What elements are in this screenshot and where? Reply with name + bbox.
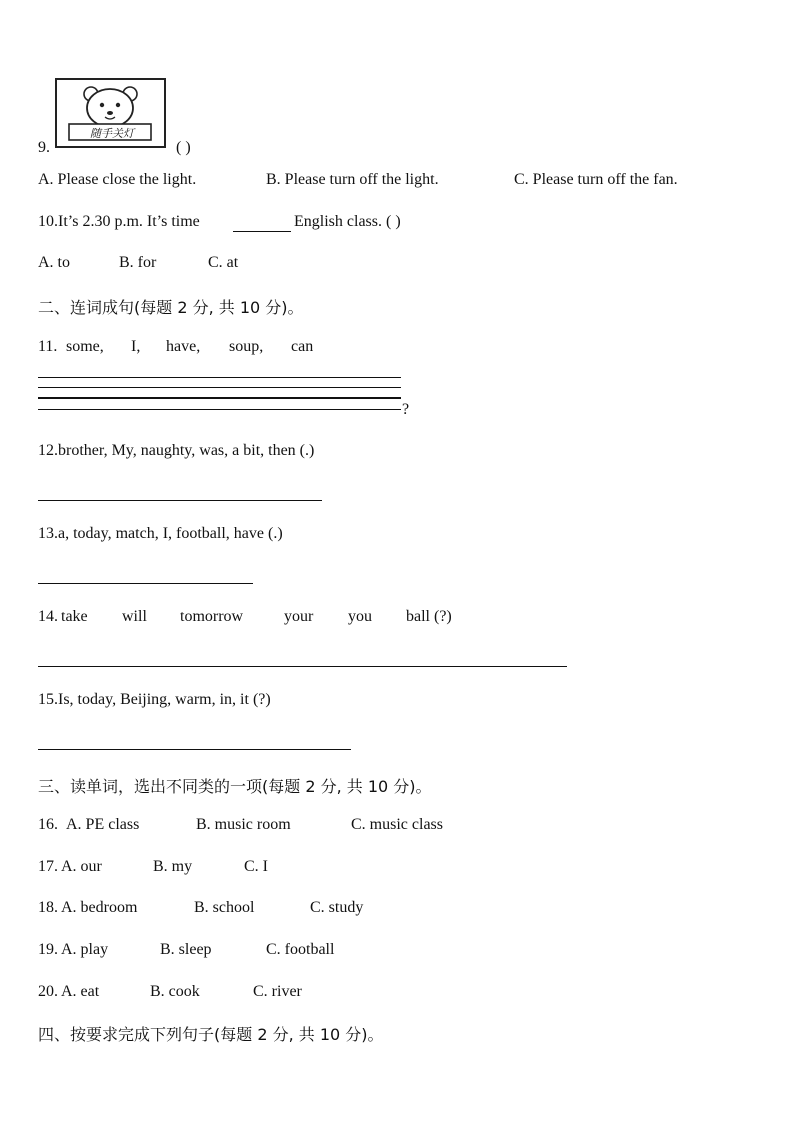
question-15-answer-line bbox=[38, 749, 351, 750]
question-11-word: can bbox=[291, 338, 314, 355]
question-9-option-b: B. Please turn off the light. bbox=[266, 171, 439, 188]
question-11-end-mark: ? bbox=[402, 401, 410, 418]
question-9-answer-blank: ( ) bbox=[176, 139, 191, 156]
question-11-word: I, bbox=[131, 338, 141, 355]
question-16-option-a: A. PE class bbox=[66, 816, 140, 833]
sign-text: 随手关灯 bbox=[90, 127, 134, 140]
question-14-word: your bbox=[284, 608, 314, 625]
question-19-option-c: C. football bbox=[266, 941, 335, 958]
question-17-number: 17. bbox=[38, 858, 58, 875]
question-16-number: 16. bbox=[38, 816, 58, 833]
question-11-word: soup, bbox=[229, 338, 264, 355]
question-18-option-c: C. study bbox=[310, 899, 364, 916]
question-12-answer-line bbox=[38, 500, 322, 501]
question-10-fill-blank bbox=[233, 231, 291, 232]
question-16-option-c: C. music class bbox=[351, 816, 443, 833]
question-19-option-a: A. play bbox=[61, 941, 109, 958]
question-9-option-a: A. Please close the light. bbox=[38, 171, 197, 188]
section-2-heading: 二、连词成句(每题 2 分, 共 10 分)。 bbox=[38, 298, 304, 317]
question-18-number: 18. bbox=[38, 899, 58, 916]
question-10-option-b: B. for bbox=[119, 254, 157, 271]
question-14-word: will bbox=[122, 608, 147, 625]
question-11-answer-line bbox=[38, 387, 401, 388]
question-10-option-c: C. at bbox=[208, 254, 239, 271]
turn-off-light-sign-image bbox=[55, 78, 166, 148]
question-10-option-a: A. to bbox=[38, 254, 70, 271]
question-10-prompt-start: 10.It’s 2.30 p.m. It’s time bbox=[38, 213, 200, 230]
question-11-answer-line bbox=[38, 409, 401, 410]
question-11-answer-line bbox=[38, 397, 401, 399]
question-9-number: 9. bbox=[38, 139, 50, 156]
section-3-heading: 三、读单词，选出不同类的一项(每题 2 分, 共 10 分)。 bbox=[38, 777, 432, 796]
question-14-word: tomorrow bbox=[180, 608, 244, 625]
question-14-word: take bbox=[61, 608, 88, 625]
question-18-option-b: B. school bbox=[194, 899, 255, 916]
question-16-option-b: B. music room bbox=[196, 816, 291, 833]
question-11-answer-line bbox=[38, 377, 401, 378]
question-19-number: 19. bbox=[38, 941, 58, 958]
question-10-prompt-end: English class. ( ) bbox=[294, 213, 401, 230]
question-11-number: 11. bbox=[38, 338, 58, 355]
question-17-option-c: C. I bbox=[244, 858, 268, 875]
question-13-prompt: 13.a, today, match, I, football, have (.) bbox=[38, 525, 283, 542]
question-14-answer-line bbox=[38, 666, 567, 667]
question-11-word: some, bbox=[66, 338, 104, 355]
question-20-option-b: B. cook bbox=[150, 983, 200, 1000]
question-15-prompt: 15.Is, today, Beijing, warm, in, it (?) bbox=[38, 691, 271, 708]
question-14-number: 14. bbox=[38, 608, 58, 625]
question-12-prompt: 12.brother, My, naughty, was, a bit, then (.) bbox=[38, 442, 315, 459]
question-20-option-a: A. eat bbox=[61, 983, 100, 1000]
question-19-option-b: B. sleep bbox=[160, 941, 212, 958]
question-17-option-a: A. our bbox=[61, 858, 102, 875]
question-9-option-c: C. Please turn off the fan. bbox=[514, 171, 678, 188]
question-17-option-b: B. my bbox=[153, 858, 193, 875]
section-4-heading: 四、按要求完成下列句子(每题 2 分, 共 10 分)。 bbox=[38, 1025, 384, 1044]
question-11-word: have, bbox=[166, 338, 201, 355]
question-14-word: ball (?) bbox=[406, 608, 452, 625]
question-20-option-c: C. river bbox=[253, 983, 302, 1000]
question-20-number: 20. bbox=[38, 983, 58, 1000]
question-13-answer-line bbox=[38, 583, 253, 584]
question-14-word: you bbox=[348, 608, 372, 625]
question-18-option-a: A. bedroom bbox=[61, 899, 138, 916]
